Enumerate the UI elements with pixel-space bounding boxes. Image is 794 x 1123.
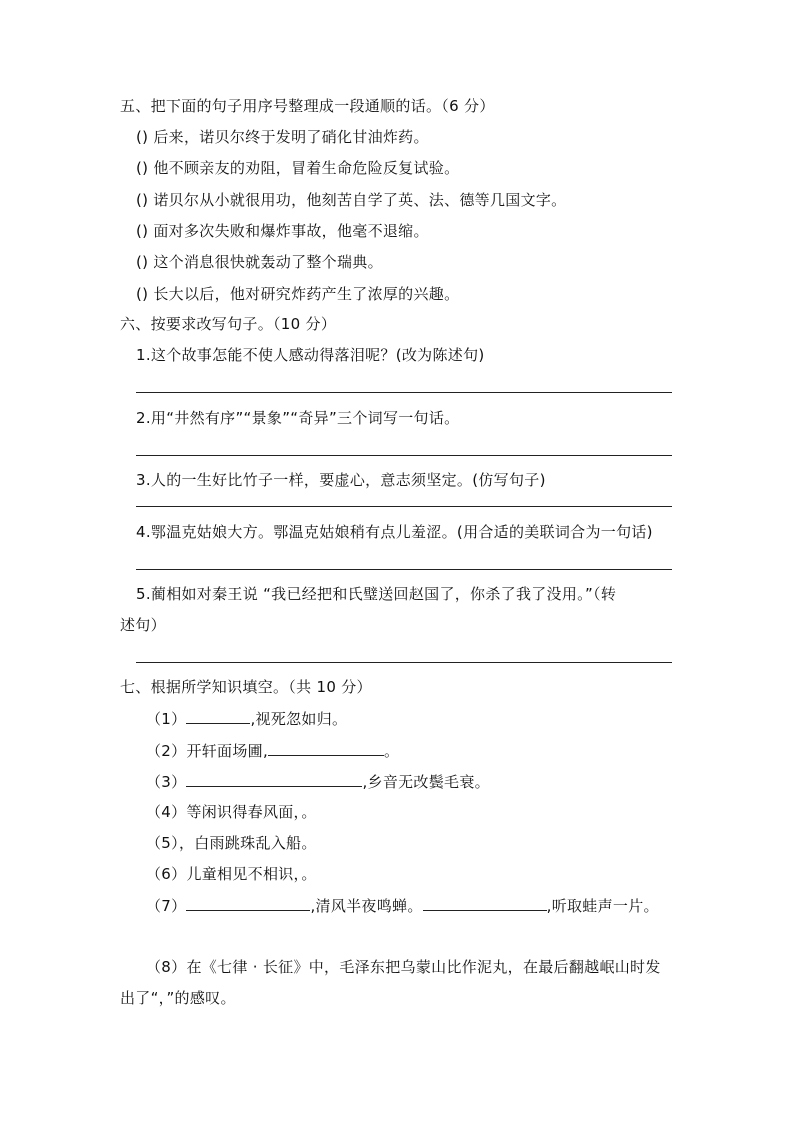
section-7-heading: 七、根据所学知识填空。（共 10 分） [120, 678, 372, 696]
ordering-item-4: () 面对多次失败和爆炸事故，他毫不退缩。 [136, 222, 429, 240]
fill-item-7-number: （7） [146, 897, 187, 915]
rewrite-question-5: 5.蔺相如对秦王说 “我已经把和氏璧送回赵国了，你杀了我了没用。”（转 [136, 585, 617, 603]
answer-line-1[interactable] [136, 392, 672, 393]
fill-item-7 [146, 895, 659, 916]
answer-line-4[interactable] [136, 569, 672, 570]
fill-item-3 [146, 771, 490, 792]
rewrite-question-4: 4.鄂温克姑娘大方。鄂温克姑娘稍有点儿羞涩。(用合适的美联词合为一句话) [136, 523, 653, 541]
fill-blank-7b[interactable] [423, 895, 547, 911]
ordering-item-3: () 诺贝尔从小就很用功，他刻苦自学了英、法、德等几国文字。 [136, 191, 567, 209]
fill-item-4: （4）等闲识得春风面，。 [146, 803, 317, 821]
ordering-item-2: () 他不顾亲友的劝阻，冒着生命危险反复试验。 [136, 159, 460, 177]
section-5-heading: 五、把下面的句子用序号整理成一段通顺的话。（6 分） [120, 97, 495, 115]
ordering-item-1: () 后来，诺贝尔终于发明了硝化甘油炸药。 [136, 128, 429, 146]
rewrite-question-1: 1.这个故事怎能不使人感动得落泪呢？(改为陈述句) [136, 346, 485, 364]
fill-item-5: （5），白雨跳珠乱入船。 [146, 834, 317, 852]
answer-line-3[interactable] [136, 506, 672, 507]
rewrite-question-2: 2.用“井然有序”“景象”“奇异”三个词写一句话。 [136, 409, 460, 427]
fill-item-2-end: 。 [384, 742, 400, 760]
fill-item-1 [146, 708, 347, 729]
fill-blank-2[interactable] [268, 740, 384, 756]
rewrite-question-5-cont: 述句） [120, 616, 166, 634]
ordering-item-6: () 长大以后，他对研究炸药产生了浓厚的兴趣。 [136, 285, 460, 303]
rewrite-question-3: 3.人的一生好比竹子一样，要虚心，意志须坚定。(仿写句子) [136, 471, 546, 489]
fill-item-2 [146, 740, 399, 761]
fill-item-1-text: ,视死忽如归。 [250, 710, 348, 728]
fill-blank-3[interactable] [186, 771, 362, 787]
fill-item-3-number: （3） [146, 773, 187, 791]
fill-item-1-number: （1） [146, 710, 187, 728]
fill-item-3-text: ,乡音无改鬓毛衰。 [362, 773, 490, 791]
fill-item-2-text: （2）开轩面场圃, [146, 742, 269, 760]
fill-blank-7a[interactable] [186, 895, 310, 911]
fill-item-7-mid: ,清风半夜鸣蝉。 [310, 897, 423, 915]
answer-line-2[interactable] [136, 455, 672, 456]
fill-item-7-end: ,听取蛙声一片。 [546, 897, 659, 915]
fill-blank-1[interactable] [186, 708, 250, 724]
fill-item-8-cont: 出了“，”的感叹。 [120, 989, 236, 1007]
fill-item-8: （8）在《七律 · 长征》中，毛泽东把乌蒙山比作泥丸，在最后翻越岷山时发 [146, 958, 661, 976]
ordering-item-5: () 这个消息很快就轰动了整个瑞典。 [136, 253, 383, 271]
section-6-heading: 六、按要求改写句子。（10 分） [120, 315, 337, 333]
fill-item-6: （6）儿童相见不相识，。 [146, 865, 317, 883]
answer-line-5[interactable] [136, 662, 672, 663]
